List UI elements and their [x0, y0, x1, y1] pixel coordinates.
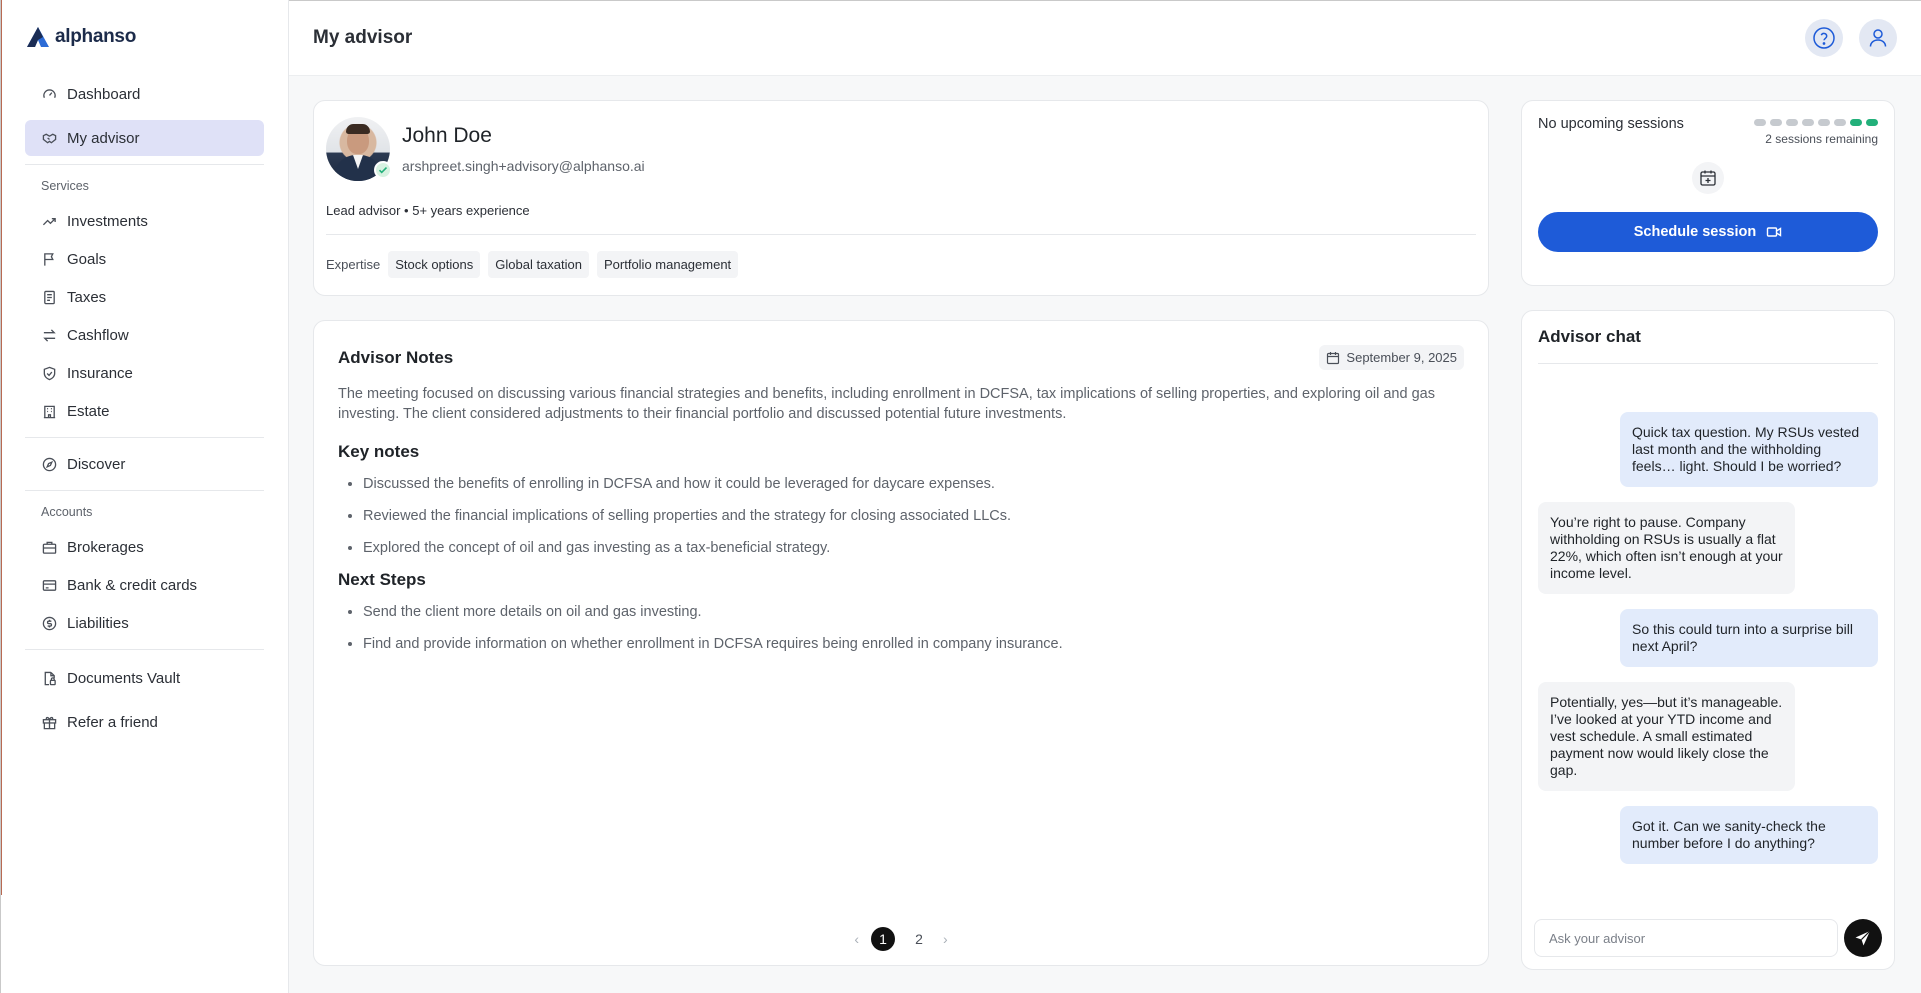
next-page-button[interactable]: › — [943, 931, 948, 947]
list-item: • Explored the concept of oil and gas investing as a tax-beneficial strategy. — [363, 538, 1464, 558]
sidebar-item-label: Cashflow — [67, 326, 129, 344]
chat-message-advisor: You’re right to pause. Company withholding on RSUs is usually a flat 22%, which often isn’t enough at your income level. — [1538, 502, 1795, 594]
compass-icon — [41, 456, 57, 472]
check-icon — [378, 165, 388, 175]
page-button-1[interactable]: 1 — [871, 927, 895, 951]
swap-arrows-icon — [41, 327, 57, 343]
help-button[interactable] — [1805, 19, 1843, 57]
page-title: My advisor — [313, 27, 413, 48]
send-icon — [1854, 929, 1872, 947]
session-dot-remaining — [1866, 119, 1878, 126]
list-item: • Discussed the benefits of enrolling in DCFSA and how it could be leveraged for daycare expenses. — [363, 474, 1464, 494]
sidebar-item-label: Liabilities — [67, 614, 129, 632]
alphanso-logo-icon — [27, 27, 49, 47]
key-notes-list — [338, 474, 1464, 558]
sidebar-item-label: Dashboard — [67, 85, 141, 103]
expertise-chip: Global taxation — [488, 251, 589, 278]
sidebar — [0, 0, 289, 993]
verified-badge — [374, 161, 392, 179]
avatar — [326, 117, 390, 181]
expertise-chip: Stock options — [388, 251, 480, 278]
content — [289, 76, 1921, 970]
gauge-icon — [41, 86, 57, 102]
sidebar-item-brokerages[interactable] — [25, 529, 264, 565]
pagination — [314, 927, 1488, 951]
sidebar-item-label: Discover — [67, 455, 126, 473]
user-icon — [1866, 26, 1890, 50]
sessions-card — [1521, 100, 1895, 286]
section-heading-accounts: Accounts — [41, 505, 93, 519]
sessions-remaining: 2 sessions remaining — [1765, 132, 1878, 146]
advisor-profile-card — [313, 100, 1489, 296]
sidebar-item-label: Investments — [67, 212, 148, 230]
expertise-chip: Portfolio management — [597, 251, 738, 278]
sidebar-item-taxes[interactable] — [25, 279, 264, 315]
sidebar-item-refer-a-friend[interactable] — [25, 704, 264, 740]
calendar-icon — [1326, 351, 1340, 365]
list-item: • Find and provide information on whether enrollment in DCFSA requires being enrolled in company insurance. — [363, 634, 1464, 654]
list-item: • Reviewed the financial implications of selling properties and the strategy for closing associated LLCs. — [363, 506, 1464, 526]
sidebar-item-dashboard[interactable] — [25, 76, 264, 112]
sidebar-item-cashflow[interactable] — [25, 317, 264, 353]
sidebar-item-label: Bank & credit cards — [67, 576, 198, 594]
list-item: • Send the client more details on oil and gas investing. — [363, 602, 1464, 622]
chat-composer — [1534, 919, 1882, 957]
advisor-email: arshpreet.singh+advisory@alphanso.ai — [402, 158, 645, 174]
trend-up-icon — [41, 213, 57, 229]
right-column — [1521, 100, 1895, 970]
advisor-notes-card — [313, 320, 1489, 966]
sidebar-item-insurance[interactable] — [25, 355, 264, 391]
sidebar-item-label: Taxes — [67, 288, 107, 306]
chat-message-advisor: Potentially, yes—but it’s manageable. I’ve looked at your YTD income and vest schedule. A small estimated payment now would likely close the gap. — [1538, 682, 1795, 791]
page-button-2[interactable]: 2 — [915, 931, 923, 947]
session-dots — [1754, 119, 1878, 126]
sidebar-item-discover[interactable] — [25, 446, 264, 482]
top-bar — [289, 0, 1921, 76]
chat-message-client: Got it. Can we sanity-check the number before I do anything? — [1620, 806, 1878, 864]
sidebar-item-label: Refer a friend — [67, 713, 158, 731]
sidebar-item-my-advisor[interactable] — [25, 120, 264, 156]
header-actions — [1805, 19, 1897, 57]
next-steps-heading: Next Steps — [338, 570, 426, 589]
notes-date — [1319, 345, 1464, 370]
session-dot-used — [1786, 119, 1798, 126]
divider — [25, 649, 264, 650]
notes-summary: The meeting focused on discussing various financial strategies and benefits, including enrollment in DCFSA, tax implications of selling properties, and exploring oil and gas investing. The client considered adjustments to their financial portfolio and discussed potential future investments. — [338, 386, 1435, 422]
building-icon — [41, 403, 57, 419]
session-dot-used — [1834, 119, 1846, 126]
brand-logo[interactable] — [27, 24, 264, 50]
prev-page-button[interactable]: ‹ — [854, 931, 859, 947]
divider — [25, 164, 264, 165]
sidebar-item-estate[interactable] — [25, 393, 264, 429]
briefcase-icon — [41, 539, 57, 555]
chat-message-client: Quick tax question. My RSUs vested last month and the withholding feels… light. Should I be worried? — [1620, 412, 1878, 487]
sidebar-item-liabilities[interactable] — [25, 605, 264, 641]
key-notes-heading: Key notes — [338, 442, 420, 461]
handshake-icon — [41, 130, 57, 146]
video-camera-icon — [1766, 224, 1782, 240]
main-area — [289, 0, 1921, 993]
session-dot-used — [1818, 119, 1830, 126]
gift-icon — [41, 714, 57, 730]
expertise-row — [326, 251, 1476, 278]
sidebar-item-label: Insurance — [67, 364, 133, 382]
send-button[interactable] — [1844, 919, 1882, 957]
chat-message-client: So this could turn into a surprise bill next April? — [1620, 609, 1878, 667]
session-dot-remaining — [1850, 119, 1862, 126]
sidebar-item-documents-vault[interactable] — [25, 660, 264, 696]
section-heading-services: Services — [41, 179, 89, 193]
session-dot-used — [1754, 119, 1766, 126]
help-circle-icon — [1812, 26, 1836, 50]
document-lock-icon — [41, 670, 57, 686]
sessions-status: No upcoming sessions — [1538, 116, 1684, 132]
sidebar-item-label: My advisor — [67, 129, 140, 147]
advisor-name: John Doe — [402, 124, 492, 147]
left-column — [313, 100, 1489, 970]
expertise-label: Expertise — [326, 257, 381, 272]
credit-card-icon — [41, 577, 57, 593]
sidebar-item-bank-credit-cards[interactable] — [25, 567, 264, 603]
flag-icon — [41, 251, 57, 267]
receipt-icon — [41, 289, 57, 305]
sidebar-item-label: Goals — [67, 250, 107, 268]
notes-title: Advisor Notes — [338, 347, 454, 367]
sidebar-nav — [25, 76, 264, 740]
chat-title: Advisor chat — [1538, 327, 1878, 364]
sidebar-item-goals[interactable] — [25, 241, 264, 277]
notes-date-text: September 9, 2025 — [1346, 350, 1457, 365]
dollar-circle-icon — [41, 615, 57, 631]
sidebar-item-label: Brokerages — [67, 538, 144, 556]
session-dot-used — [1802, 119, 1814, 126]
calendar-plus-icon — [1692, 162, 1724, 194]
chat-input[interactable] — [1534, 919, 1838, 957]
sidebar-item-label: Documents Vault — [67, 669, 181, 687]
brand-name: alphanso — [55, 26, 137, 47]
session-dot-used — [1770, 119, 1782, 126]
advisor-chat-card — [1521, 310, 1895, 970]
divider — [25, 437, 264, 438]
advisor-meta: Lead advisor • 5+ years experience — [326, 203, 1476, 235]
schedule-session-button[interactable] — [1538, 212, 1878, 252]
schedule-session-label: Schedule session — [1633, 224, 1757, 240]
shield-check-icon — [41, 365, 57, 381]
chat-messages — [1538, 412, 1878, 864]
sidebar-item-label: Estate — [67, 402, 110, 420]
divider — [25, 490, 264, 491]
next-steps-list — [338, 602, 1464, 654]
user-profile-button[interactable] — [1859, 19, 1897, 57]
sidebar-item-investments[interactable] — [25, 203, 264, 239]
